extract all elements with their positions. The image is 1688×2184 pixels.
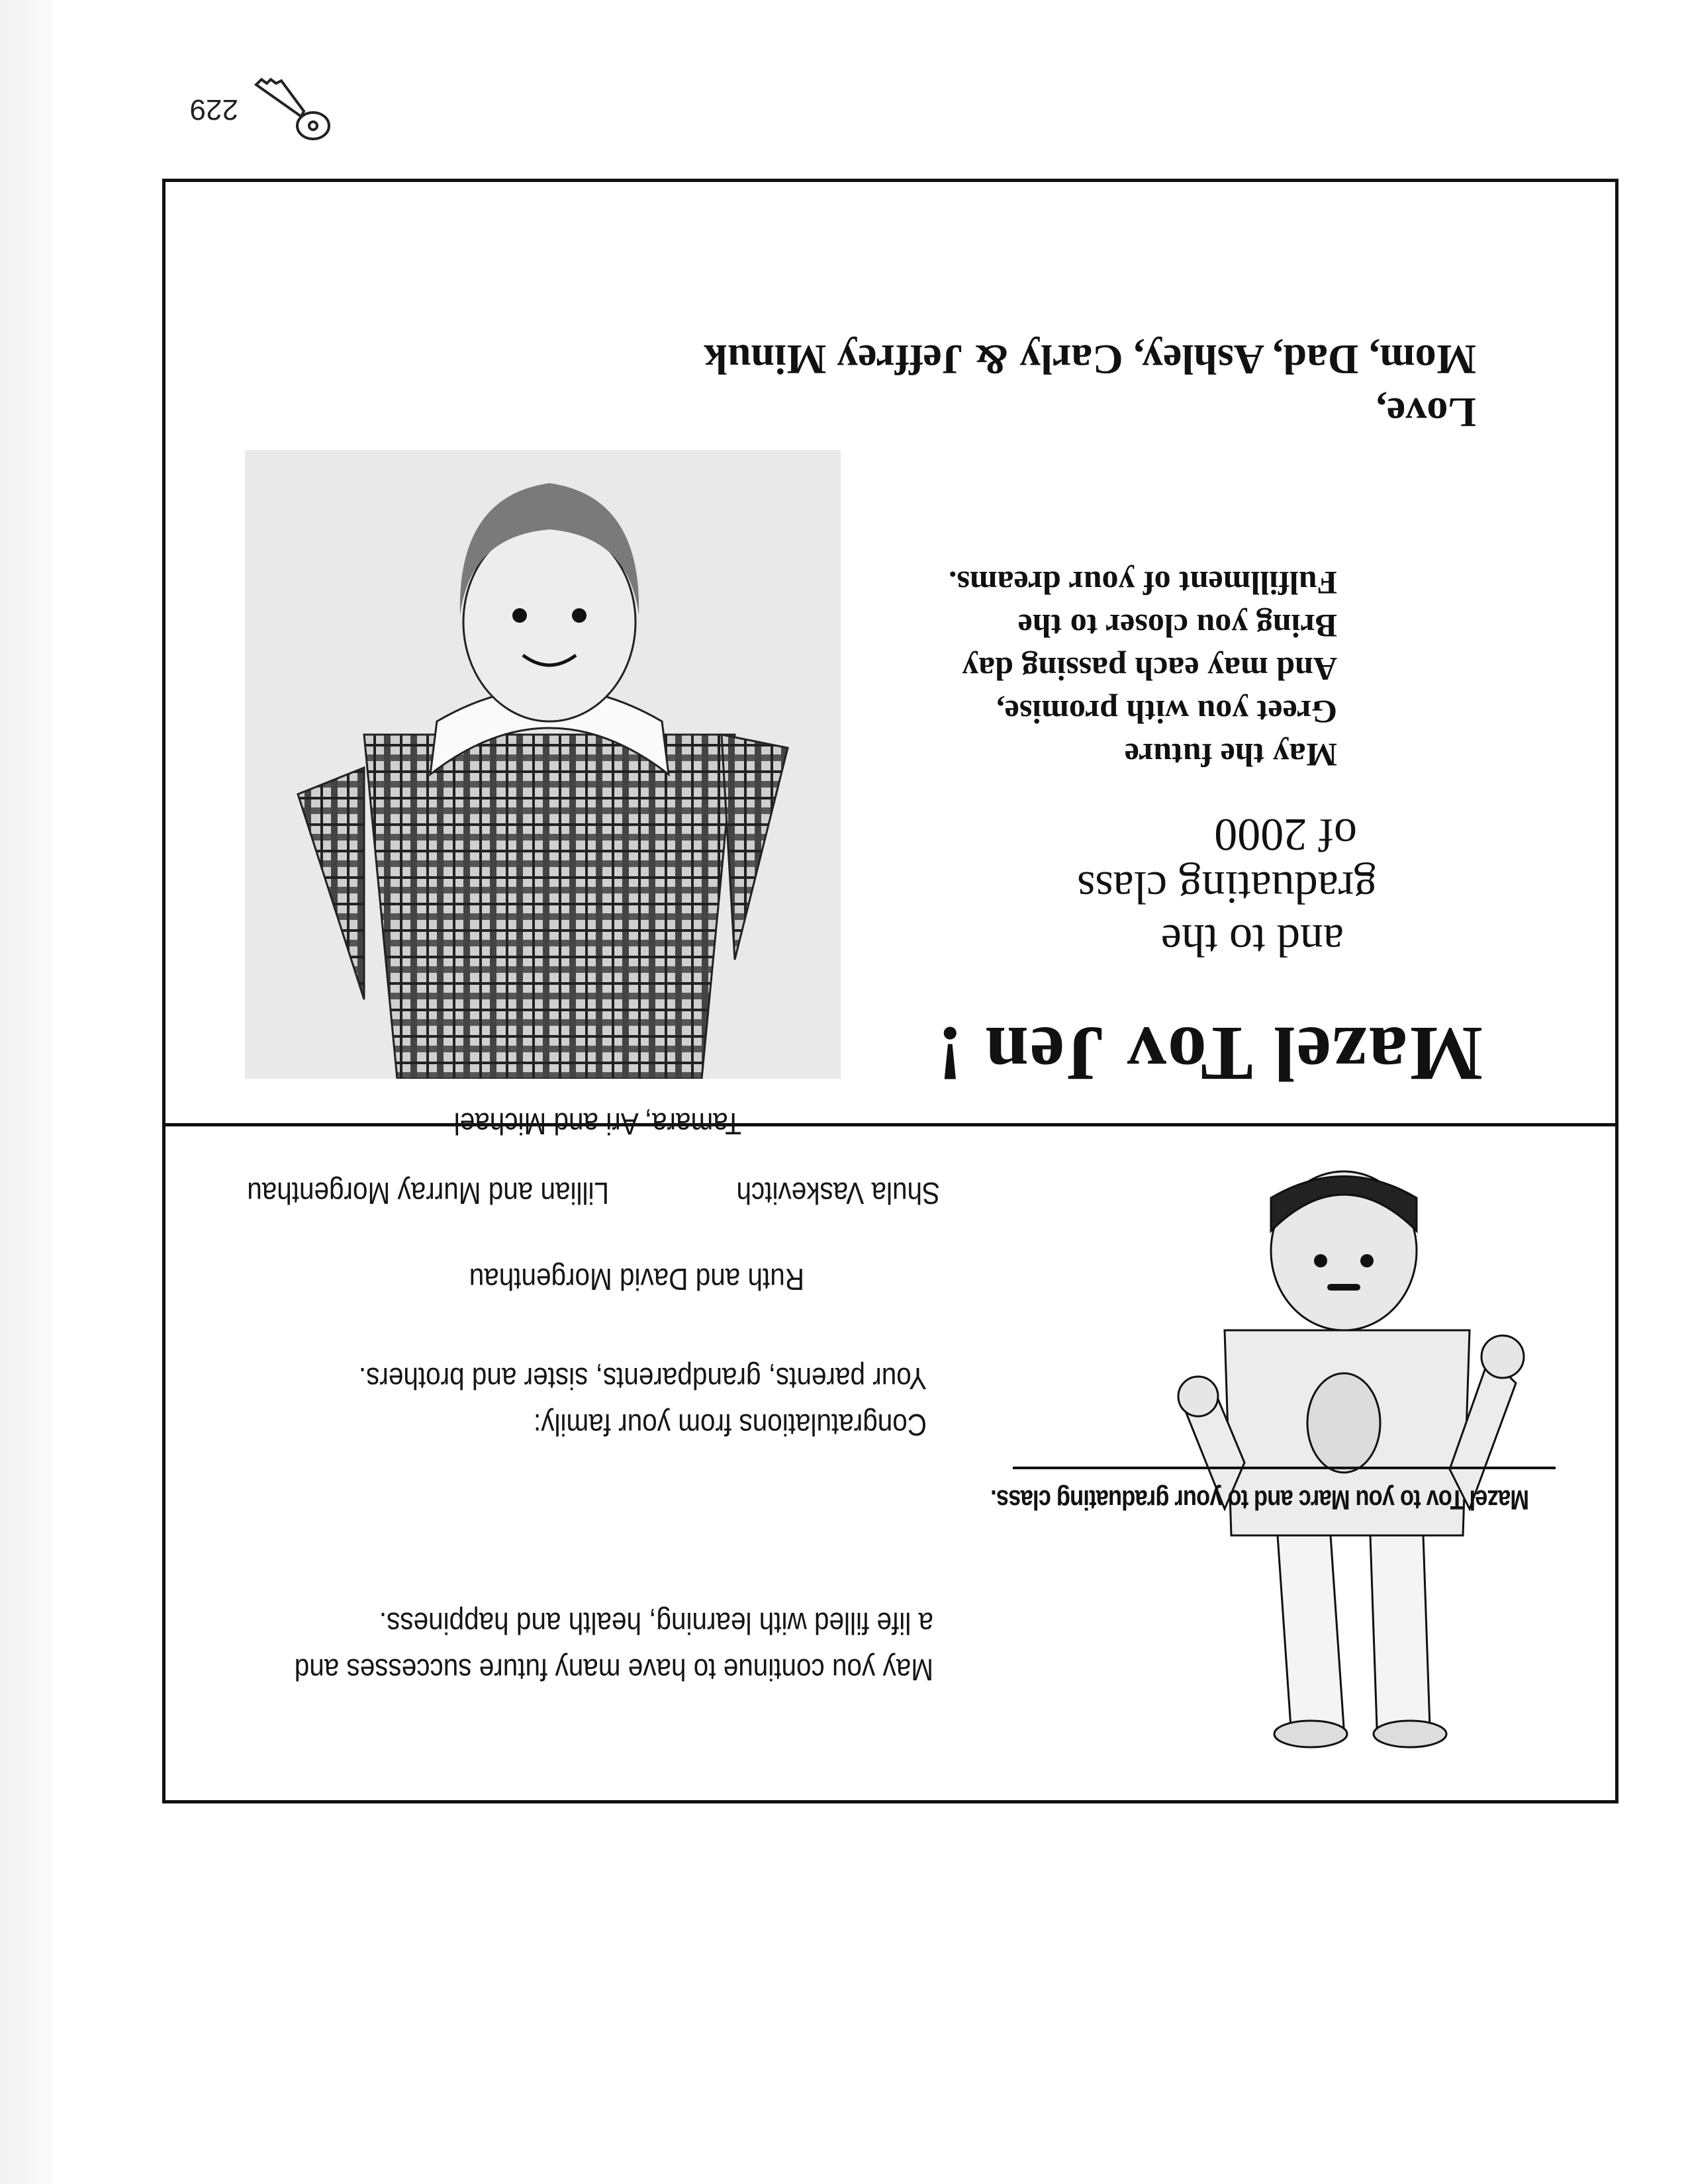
child-photo-marc [1158,1158,1542,1754]
class-line-1: and to the [1160,915,1344,966]
page-number: 229 [189,93,238,126]
scan-edge [0,0,53,2184]
poem-line-2: Greet you with promise, [996,694,1337,731]
wish-line-1: May you continue to have many future successes and [294,1653,933,1687]
family-line-1: Congratulations from your family: [534,1408,927,1442]
poem-line-3: And may each passing day [962,651,1337,688]
jen-headline: Mazel Tov Jen ! [935,1011,1483,1097]
name-tamara-ari-michael: Tamara, Ari and Michael [453,1107,741,1141]
wish-line-2: a life filled with learning, health and happiness. [379,1606,933,1641]
key-icon [248,73,334,146]
panel-divider [165,1123,1615,1126]
name-lillian-murray: Lillian and Murray Morgenthau [247,1176,609,1210]
marc-caption: Mazel Tov to you Marc and to your graduating class. [991,1484,1529,1516]
poem-line-5: Fulfillment of your dreams. [948,565,1337,602]
family-line-2: Your parents, grandparents, sister and brothers. [358,1361,927,1396]
love-line: Love, [1376,389,1476,436]
class-line-2: graduating class [1077,862,1377,913]
child-photo-jen [245,450,841,1079]
name-ruth-david: Ruth and David Morgenthau [469,1262,804,1297]
class-line-3: of 2000 [1214,809,1357,860]
ad-frame [162,179,1618,1803]
poem-line-4: Bring you closer to the [1017,608,1337,645]
caption-rule [1013,1467,1556,1469]
signature-line: Mom, Dad, Ashley, Carly & Jeffrey Minuk [704,336,1476,383]
poem-line-1: May the future [1124,737,1337,774]
name-shula: Shula Vaskevitch [736,1176,940,1210]
